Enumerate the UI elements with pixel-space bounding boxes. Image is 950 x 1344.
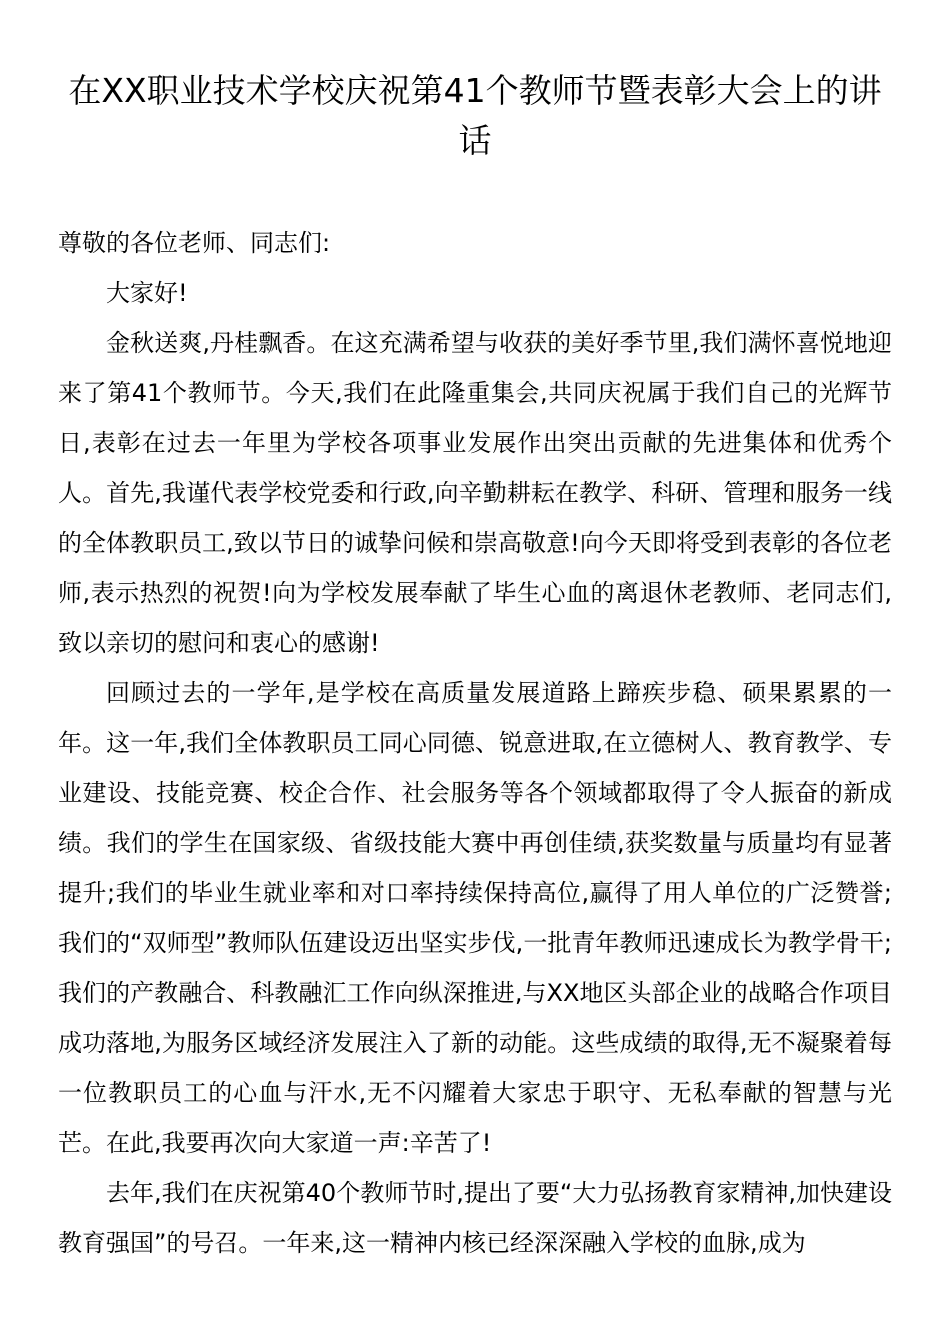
paragraph-last-year: 去年,我们在庆祝第40个教师节时,提出了要“大力弘扬教育家精神,加快建设教育强国”的号召。一年来,这一精神内核已经深深融入学校的血脉,成为 — [58, 1179, 892, 1257]
document-body — [58, 218, 892, 1268]
paragraph-opening: 金秋送爽,丹桂飘香。在这充满希望与收获的美好季节里,我们满怀喜悦地迎来了第41个教师节。今天,我们在此隆重集会,共同庆祝属于我们自己的光辉节日,表彰在过去一年里为学校各项事业发展作出突出贡献的先进集体和优秀个人。首先,我谨代表学校党委和行政,向辛勤耕耘在教学、科研、管理和服务一线的全体教职员工,致以节日的诚挚问候和崇高敬意!向今天即将受到表彰的各位老师,表示热烈的祝贺!向为学校发展奉献了毕生心血的离退休老教师、老同志们,致以亲切的慰问和衷心的感谢! — [58, 329, 892, 657]
salutation: 尊敬的各位老师、同志们: — [58, 229, 331, 257]
paragraph-review: 回顾过去的一学年,是学校在高质量发展道路上蹄疾步稳、硕果累累的一年。这一年,我们全体教职员工同心同德、锐意进取,在立德树人、教育教学、专业建设、技能竞赛、校企合作、社会服务等各个领域都取得了令人振奋的新成绩。我们的学生在国家级、省级技能大赛中再创佳绩,获奖数量与质量均有显著提升;我们的毕业生就业率和对口率持续保持高位,赢得了用人单位的广泛赞誉;我们的“双师型”教师队伍建设迈出坚实步伐,一批青年教师迅速成长为教学骨干;我们的产教融合、科教融汇工作向纵深推进,与XX地区头部企业的战略合作项目成功落地,为服务区域经济发展注入了新的动能。这些成绩的取得,无不凝聚着每一位教职员工的心血与汗水,无不闪耀着大家忠于职守、无私奉献的智慧与光芒。在此,我要再次向大家道一声:辛苦了! — [58, 679, 892, 1157]
document-title: 在XX职业技术学校庆祝第41个教师节暨表彰大会上的讲话 — [68, 71, 882, 160]
paragraph-greeting: 大家好! — [106, 279, 188, 307]
